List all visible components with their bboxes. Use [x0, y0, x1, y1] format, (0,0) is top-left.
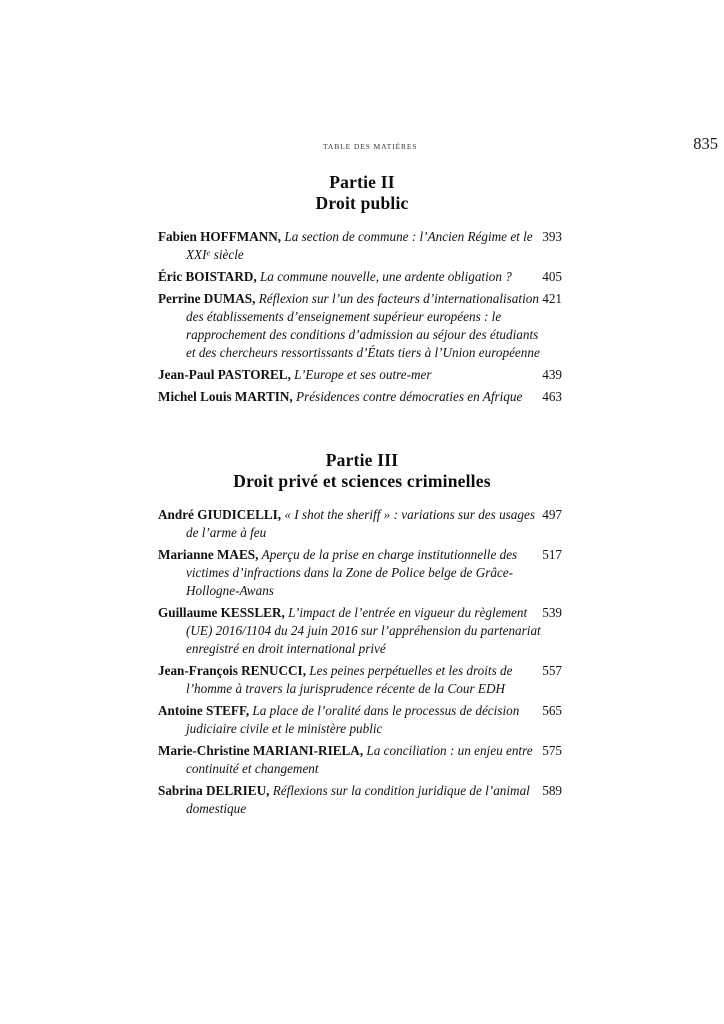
toc-entry-author: Antoine STEFF, — [158, 703, 250, 718]
toc-entry-title: La conciliation : un enjeu entre continuité et changement — [186, 743, 533, 776]
toc-entry[interactable] — [158, 228, 562, 264]
toc-entry-page-number: 539 — [542, 605, 562, 620]
part-heading-2 — [62, 172, 662, 214]
toc-entry-author: Jean-François RENUCCI, — [158, 663, 306, 678]
toc-entry[interactable] — [158, 506, 562, 542]
toc-entry-author: Perrine DUMAS, — [158, 291, 256, 306]
toc-entry-page-number: 557 — [542, 663, 562, 678]
toc-entry-title: « I shot the sheriff » : variations sur des usages de l’arme à feu — [186, 507, 535, 540]
toc-entry-title: Réflexions sur la condition juridique de l’animal domestique — [186, 783, 530, 816]
toc-entry-text — [158, 506, 541, 542]
toc-entry-page-number: 565 — [542, 703, 562, 718]
part-heading-3 — [62, 450, 662, 492]
toc-entry-list-part-2 — [158, 228, 562, 410]
toc-entry-text — [158, 662, 541, 698]
toc-entry-author: Michel Louis MARTIN, — [158, 389, 293, 404]
toc-entry[interactable] — [158, 782, 562, 818]
toc-entry-text — [158, 742, 541, 778]
toc-entry-text — [158, 388, 541, 406]
toc-entry[interactable] — [158, 702, 562, 738]
toc-entry-page-number: 439 — [542, 367, 562, 382]
toc-entry-page-number: 405 — [542, 269, 562, 284]
toc-entry-title: La section de commune : l’Ancien Régime et le XXIe siècle — [186, 229, 533, 262]
toc-entry-text — [158, 782, 541, 818]
toc-entry[interactable] — [158, 268, 562, 286]
toc-entry-text — [158, 228, 541, 264]
toc-entry-text — [158, 702, 541, 738]
toc-entry-text — [158, 366, 541, 384]
toc-entry-title: Aperçu de la prise en charge institutionnelle des victimes d’infractions dans la Zone de Police belge de Grâce-Hollogne-Awans — [186, 547, 518, 598]
toc-entry-author: André GIUDICELLI, — [158, 507, 282, 522]
toc-entry[interactable] — [158, 604, 562, 658]
part-label: Partie II — [329, 172, 395, 192]
toc-entry-author: Éric BOISTARD, — [158, 269, 257, 284]
toc-entry-title: Les peines perpétuelles et les droits de l’homme à travers la jurisprudence récente de la Cour EDH — [186, 663, 513, 696]
running-head-title: TABLE DES MATIÈRES — [323, 142, 418, 151]
toc-entry-text — [158, 290, 541, 362]
toc-entry-text — [158, 604, 541, 658]
part-title: Droit public — [315, 193, 409, 213]
page-folio-number: 835 — [693, 134, 718, 153]
running-head — [158, 134, 718, 156]
toc-entry-author: Sabrina DELRIEU, — [158, 783, 270, 798]
toc-entry[interactable] — [158, 546, 562, 600]
toc-entry[interactable] — [158, 290, 562, 362]
toc-entry-title: L’impact de l’entrée en vigueur du règlement (UE) 2016/1104 du 24 juin 2016 sur l’appréhension du partenariat enregistré en droit international privé — [186, 605, 541, 656]
toc-entry-page-number: 589 — [542, 783, 562, 798]
toc-entry-page-number: 575 — [542, 743, 562, 758]
toc-entry[interactable] — [158, 366, 562, 384]
toc-entry[interactable] — [158, 388, 562, 406]
toc-entry-text — [158, 546, 541, 600]
toc-entry-page-number: 497 — [542, 507, 562, 522]
toc-entry-author: Jean-Paul PASTOREL, — [158, 367, 291, 382]
toc-entry[interactable] — [158, 742, 562, 778]
toc-entry-author: Guillaume KESSLER, — [158, 605, 285, 620]
ordinal-superscript: e — [206, 247, 211, 258]
toc-entry-author: Marie-Christine MARIANI-RIELA, — [158, 743, 364, 758]
toc-entry-title: La commune nouvelle, une ardente obligation ? — [259, 269, 512, 284]
toc-entry-page-number: 517 — [542, 547, 562, 562]
toc-entry-text — [158, 268, 541, 286]
toc-entry-title: La place de l’oralité dans le processus de décision judiciaire civile et le ministère public — [186, 703, 520, 736]
toc-entry-page-number: 421 — [542, 291, 562, 306]
part-title: Droit privé et sciences criminelles — [233, 471, 491, 491]
toc-entry-title: Présidences contre démocraties en Afrique — [296, 389, 523, 404]
toc-entry-page-number: 393 — [542, 229, 562, 244]
toc-entry-page-number: 463 — [542, 389, 562, 404]
toc-entry-title: Réflexion sur l’un des facteurs d’internationalisation des établissements d’enseignement supérieur européens : le rapprochement des conditions d’admission au séjour des étudiants et des chercheurs ressortissants d’États tiers à l’Union européenne — [186, 291, 540, 360]
toc-entry-author: Marianne MAES, — [158, 547, 259, 562]
toc-entry[interactable] — [158, 662, 562, 698]
part-label: Partie III — [325, 450, 399, 470]
toc-entry-title: L’Europe et ses outre-mer — [294, 367, 432, 382]
toc-entry-list-part-3 — [158, 506, 562, 822]
toc-entry-author: Fabien HOFFMANN, — [158, 229, 282, 244]
